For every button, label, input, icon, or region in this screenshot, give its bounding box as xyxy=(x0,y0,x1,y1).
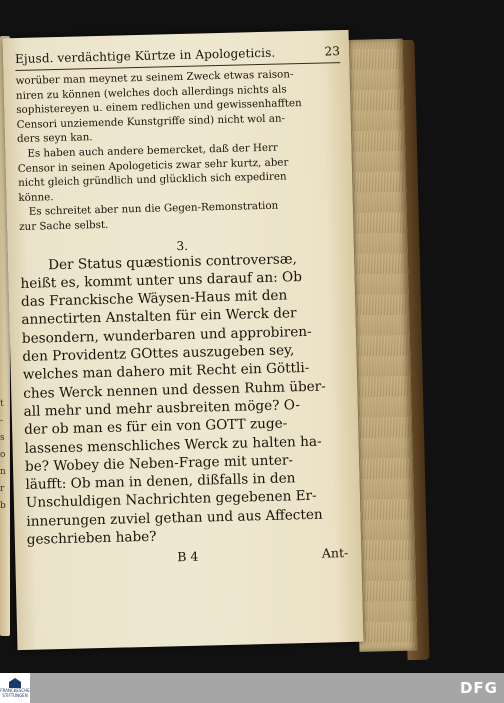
previous-page-char: - xyxy=(0,416,4,426)
previous-page-char: o xyxy=(0,450,6,460)
small-text-line: zur Sache selbst. xyxy=(19,218,109,233)
page-number: 23 xyxy=(324,44,341,59)
small-text-line: Es haben auch andere bemercket, daß der Herr xyxy=(27,141,279,160)
viewer-footer-bar xyxy=(0,673,504,703)
book-page xyxy=(3,30,364,650)
dfg-logo[interactable]: DFG xyxy=(459,679,498,697)
logo-text: FRANCKESCHE STIFTUNGEN xyxy=(0,688,30,698)
main-text-line: Unschuldigen Nachrichten gegebenen Er- xyxy=(25,488,317,512)
previous-page-text xyxy=(0,396,9,515)
main-text-line: das Franckische Wäysen-Haus mit den xyxy=(20,287,288,311)
main-text-line: annectirten Anstalten für ein Werck der xyxy=(21,305,297,329)
previous-page-char: b xyxy=(0,501,6,511)
logo-icon xyxy=(9,678,21,688)
main-text-line: der ob man es für ein von GOTT zuge- xyxy=(23,415,288,439)
small-text-block xyxy=(15,66,344,234)
previous-page-char: n xyxy=(0,467,6,477)
page-content xyxy=(15,44,353,568)
main-text-line: lassenes menschliches Werck zu halten ha- xyxy=(24,433,322,457)
main-text-line: innerungen zuviel gethan und aus Affecten xyxy=(26,506,323,530)
main-text-line: geschrieben habe? xyxy=(26,528,157,548)
main-text-line: heißt es, kommt unter uns darauf an: Ob xyxy=(20,268,303,292)
main-text-line: läufft: Ob man in denen, dißfalls in den xyxy=(25,470,296,493)
small-text-line: nicht gleich gründlich und glücklich sich expediren xyxy=(17,170,287,190)
small-text-line: sophistereyen u. einem redlichen und gewissenhafften xyxy=(16,97,302,117)
main-text-line: welches man dahero mit Recht ein Göttli- xyxy=(22,360,310,384)
small-text-line: Censor in seinen Apologeticis zwar sehr kurtz, aber xyxy=(17,155,289,175)
previous-page-char: t xyxy=(0,399,4,409)
page-footer xyxy=(27,545,352,568)
main-text-line: besondern, wunderbaren und approbiren- xyxy=(21,323,312,347)
running-head: Ejusd. verdächtige Kürtze in Apologeticis. xyxy=(14,45,276,67)
signature-mark: B 4 xyxy=(177,548,199,565)
small-text-line: könne. xyxy=(18,190,54,204)
small-text-line: niren zu können (welches doch allerdings nichts als xyxy=(15,82,287,102)
small-text-line: Es schreitet aber nun die Gegen-Remonstration xyxy=(28,199,279,219)
main-text-block xyxy=(20,249,352,550)
small-text-line: ders seyn kan. xyxy=(16,131,93,146)
main-text-line: all mehr und mehr ausbreiten möge? O- xyxy=(23,397,301,420)
previous-page-char: s xyxy=(0,433,5,443)
catchword: Ant- xyxy=(321,545,349,561)
small-text-line: Censori unziemende Kunstgriffe sind) nicht wol an- xyxy=(16,112,286,131)
previous-page-char: r xyxy=(0,484,5,494)
main-text-line: den Providentz GOttes auszugeben sey, xyxy=(22,342,295,365)
small-text-line: worüber man meynet zu seinem Zweck etwas raison- xyxy=(15,68,294,88)
main-text-line: be? Wobey die Neben-Frage mit unter- xyxy=(24,452,294,475)
section-number: 3. xyxy=(176,238,189,253)
main-text-line: ches Werck nennen und dessen Ruhm über- xyxy=(23,378,326,402)
main-text-line: Der Status quæstionis controversæ, xyxy=(47,250,298,273)
institution-logo[interactable] xyxy=(0,673,30,703)
